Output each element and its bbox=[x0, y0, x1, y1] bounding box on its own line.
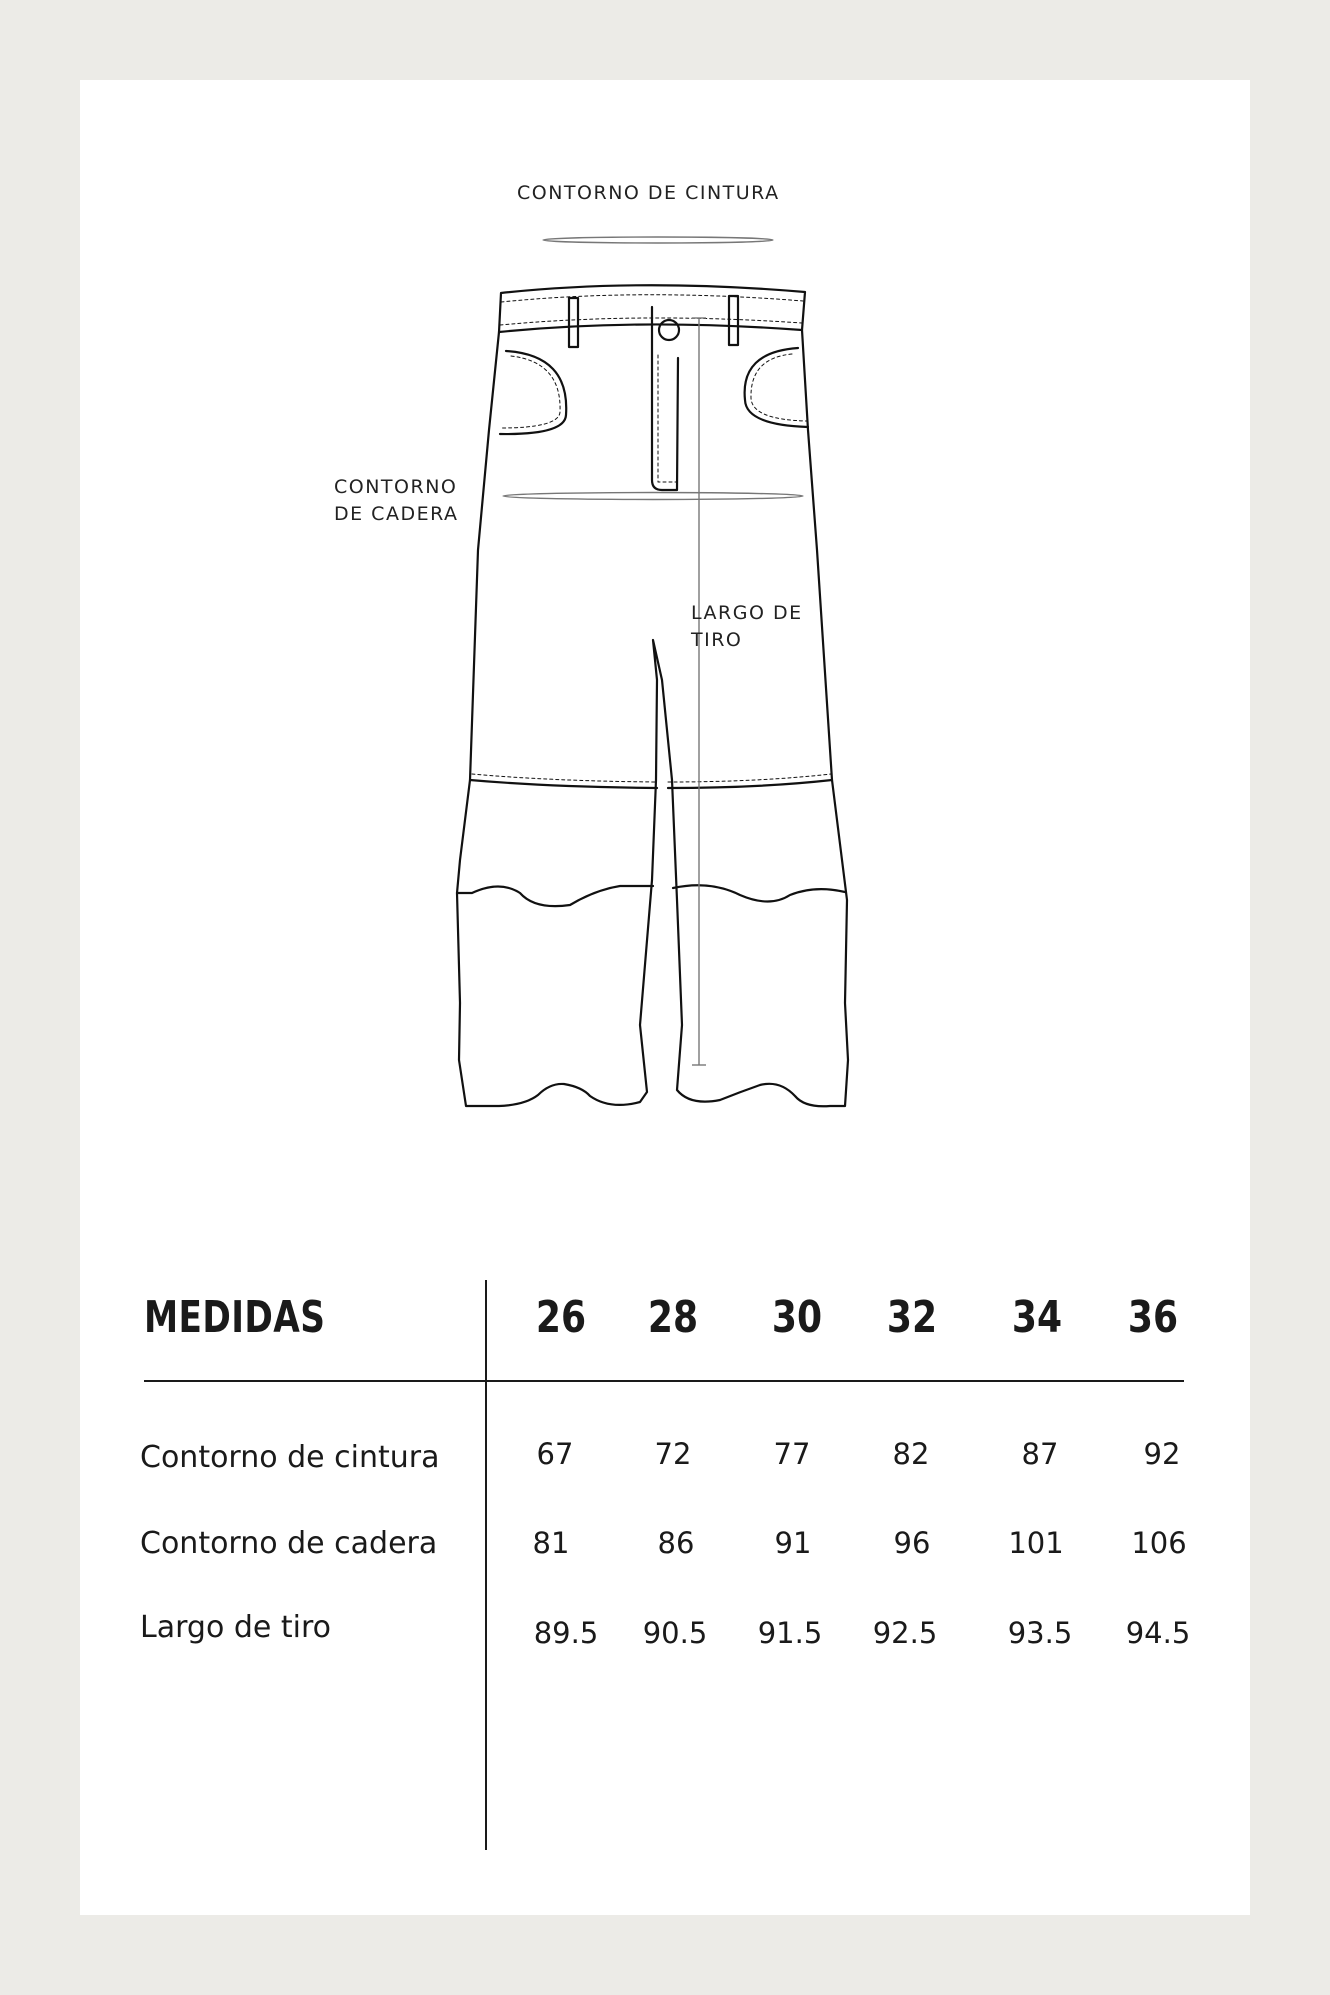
table-cell: 82 bbox=[892, 1437, 930, 1471]
table-divider-horizontal bbox=[144, 1380, 1184, 1382]
table-cell: 94.5 bbox=[1125, 1616, 1191, 1650]
table-title: MEDIDAS bbox=[144, 1292, 326, 1343]
table-cell: 87 bbox=[1021, 1437, 1059, 1471]
size-guide-card bbox=[80, 80, 1250, 1915]
table-cell: 89.5 bbox=[533, 1616, 599, 1650]
table-cell: 101 bbox=[1008, 1526, 1064, 1560]
table-cell: 86 bbox=[657, 1526, 695, 1560]
table-cell: 72 bbox=[654, 1437, 692, 1471]
size-header: 26 bbox=[535, 1292, 587, 1343]
row-label-hip: Contorno de cadera bbox=[140, 1526, 438, 1561]
size-header: 32 bbox=[886, 1292, 938, 1343]
size-header: 34 bbox=[1011, 1292, 1063, 1343]
table-cell: 91.5 bbox=[757, 1616, 823, 1650]
table-cell: 91 bbox=[774, 1526, 812, 1560]
table-cell: 93.5 bbox=[1007, 1616, 1073, 1650]
table-cell: 81 bbox=[532, 1526, 570, 1560]
table-cell: 90.5 bbox=[642, 1616, 708, 1650]
waist-measure-label: CONTORNO DE CINTURA bbox=[517, 182, 780, 204]
length-measure-label: LARGO DE TIRO bbox=[691, 602, 803, 651]
table-cell: 106 bbox=[1131, 1526, 1187, 1560]
size-header: 36 bbox=[1127, 1292, 1179, 1343]
pants-illustration bbox=[80, 80, 1250, 1240]
pants-diagram bbox=[80, 80, 1250, 1240]
table-cell: 96 bbox=[893, 1526, 931, 1560]
size-table bbox=[80, 1280, 1250, 1900]
table-cell: 92.5 bbox=[872, 1616, 938, 1650]
row-label-waist: Contorno de cintura bbox=[140, 1440, 440, 1475]
table-cell: 77 bbox=[773, 1437, 811, 1471]
size-header: 30 bbox=[771, 1292, 823, 1343]
table-cell: 67 bbox=[536, 1437, 574, 1471]
hip-measure-label: CONTORNO DE CADERA bbox=[334, 476, 459, 525]
table-cell: 92 bbox=[1143, 1437, 1181, 1471]
table-divider-vertical bbox=[485, 1280, 487, 1850]
row-label-length: Largo de tiro bbox=[140, 1610, 332, 1645]
size-header: 28 bbox=[647, 1292, 699, 1343]
